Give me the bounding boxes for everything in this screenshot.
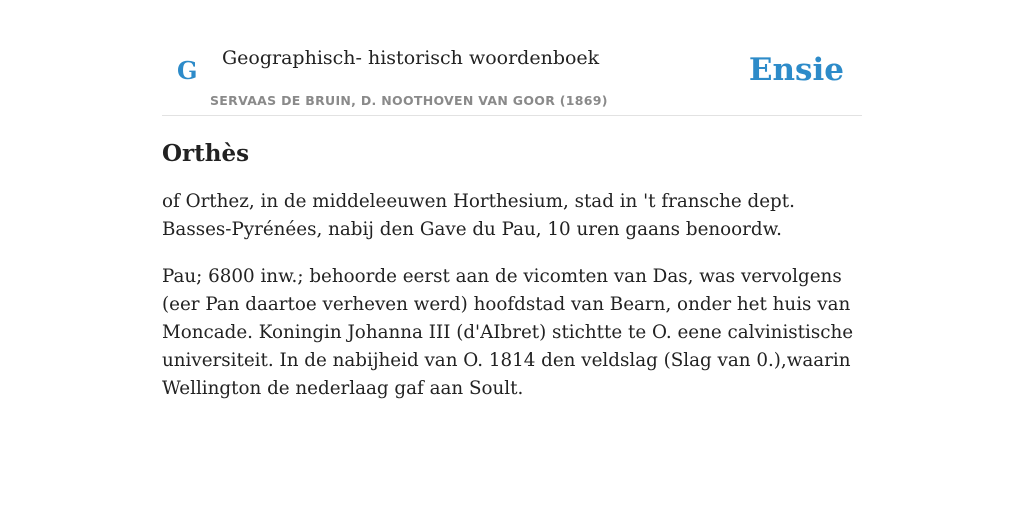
- entry-paragraph: of Orthez, in de middeleeuwen Horthesium, stad in 't fransche dept. Basses-Pyrénées, nabij den Gave du Pau, 10 uren gaans benoordw.: [162, 191, 795, 240]
- book-authors: SERVAAS DE BRUIN, D. NOOTHOVEN VAN GOOR (1869): [210, 93, 608, 108]
- book-title[interactable]: Geographisch- historisch woordenboek: [222, 47, 600, 69]
- book-letter-icon[interactable]: G: [177, 56, 198, 85]
- ensie-logo[interactable]: Ensie: [748, 52, 844, 88]
- entry-paragraph: Pau; 6800 inw.; behoorde eerst aan de vicomten van Das, was vervolgens (eer Pan daartoe verheven werd) hoofdstad van Bearn, onder het huis van Moncade. Koningin Johanna III (d'AIbret) stichtte te O. eene calvinistische universiteit. In de nabijheid van O. 1814 den veldslag (Slag van 0.),waarin Wellington de nederlaag gaf aan Soult.: [162, 266, 854, 399]
- entry-content: [162, 138, 867, 422]
- entry-title: Orthès: [162, 140, 250, 167]
- book-header: [162, 40, 862, 116]
